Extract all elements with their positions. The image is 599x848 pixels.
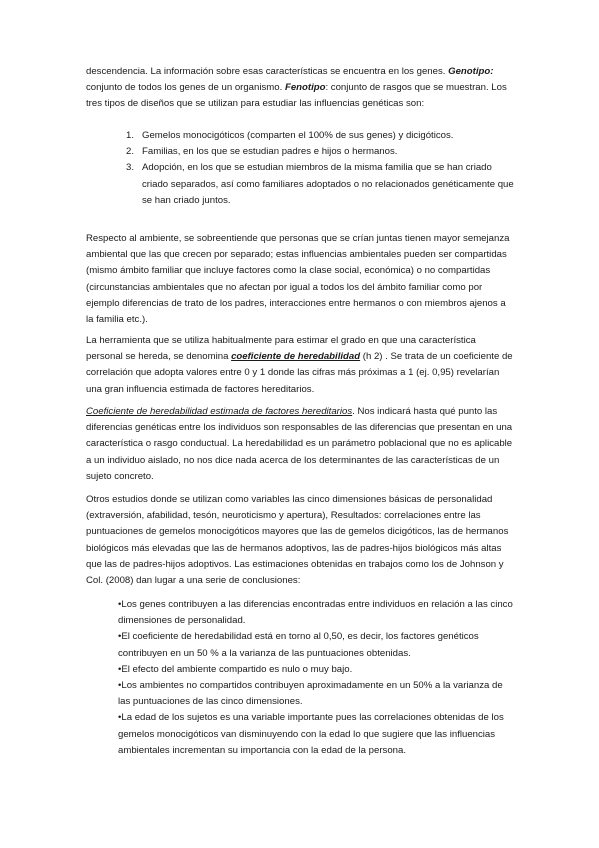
coeficiente-term: Coeficiente de heredabilidad estimada de factores hereditarios — [86, 406, 353, 417]
intro-paragraph — [86, 64, 514, 113]
designs-list — [126, 128, 514, 209]
heredabilidad-term: coeficiente de heredabilidad — [231, 351, 361, 363]
fenotipo-term: Fenotipo — [284, 82, 326, 94]
list-item — [126, 144, 514, 160]
conclusions-list — [118, 597, 514, 759]
intro-text-1: descendencia. La información sobre esas características se encuentra en los genes. — [86, 66, 449, 77]
list-item: •Los ambientes no compartidos contribuyen aproximadamente en un 50% a la varianza de las puntuaciones de las cinco dimensiones. — [118, 680, 503, 708]
list-item-number: 2. — [126, 146, 135, 158]
list-item: •La edad de los sujetos es una variable importante pues las correlaciones obtenidas de los gemelos monocigóticos van disminuyendo con la edad lo que sugiere que las influencias ambientales incrementan su importancia con la edad de la persona. — [118, 712, 504, 756]
list-item-number: 3. — [126, 162, 135, 174]
list-item — [126, 160, 514, 209]
herramienta-text-2: (h 2) . Se trata de un coeficiente de correlación que adopta valores entre 0 y 1 donde las cifras más próximas a 1 (ej. 0,95) revelarían una gran influencia estimada de factores hereditarios. — [86, 351, 513, 395]
list-item-text: Gemelos monocigóticos (comparten el 100% de sus genes) y dicigóticos. — [142, 130, 454, 141]
herramienta-text-1: La herramienta que se utiliza habitualmente para estimar el grado en que una característica personal se hereda, se denomina — [86, 335, 476, 363]
coeficiente-text: . Nos indicará hasta qué punto las diferencias genéticas entre los individuos son responsables de las diferencias que presentan en una característica o rasgo conductual. La heredabilidad es un parámetro poblacional que no es aplicable a un individuo aislado, no nos dice nada acerca de los determinantes de las características de un sujeto concreto. — [86, 406, 513, 482]
list-item: •El efecto del ambiente compartido es nulo o muy bajo. — [118, 663, 353, 675]
list-item: •Los genes contribuyen a las diferencias encontradas entre individuos en relación a las cinco dimensiones de personalidad. — [118, 599, 513, 627]
list-item: •El coeficiente de heredabilidad está en torno al 0,50, es decir, los factores genéticos contribuyen en un 50 % a la varianza de las puntuaciones obtenidas. — [118, 631, 479, 659]
herramienta-paragraph — [86, 333, 514, 398]
list-item-text: Familias, en los que se estudian padres e hijos o hermanos. — [142, 146, 398, 158]
list-item-number: 1. — [126, 130, 135, 141]
ambiente-paragraph: Respecto al ambiente, se sobreentiende que personas que se crían juntas tienen mayor semejanza ambiental que las que crecen por separado; estas influencias ambientales pueden ser compartidas (mismo ámbito familiar que incluye factores como la clase social, económica) o no compartidas (circunstancias ambientales que no afectan por igual a todos los del ámbito familiar como por ejemplo diferencias de trato de los padres, interacciones entre hermanos o con miembros ajenos a la familia etc.). — [86, 233, 510, 326]
coeficiente-paragraph — [86, 404, 514, 485]
list-item-text: Adopción, en los que se estudian miembros de la misma familia que se han criado criado separados, así como familiares adoptados o no relacionados genéticamente que se han criado juntos. — [142, 162, 514, 206]
genotipo-term: Genotipo: — [448, 66, 494, 77]
list-item — [126, 128, 514, 144]
otros-paragraph: Otros estudios donde se utilizan como variables las cinco dimensiones básicas de personalidad (extraversión, afabilidad, tesón, neuroticismo y apertura), Resultados: correlaciones entre las puntuaciones de gemelos monocigóticos mayores que las de gemelos dicigóticos, las de hermanos biológicos más elevadas que las de hermanos adoptivos, las de padres-hijos biológicos más altas que las de padres-hijos adoptivos. Las estimaciones obtenidas en trabajos como los de Johnson y Col. (2008) dan lugar a una serie de conclusiones: — [86, 494, 509, 587]
intro-text-2: conjunto de todos los genes de un organismo. — [86, 82, 285, 94]
intro-text-3: : conjunto de rasgos que se muestran. Los tres tipos de diseños que se utilizan para estudiar las influencias genéticas son: — [86, 82, 507, 110]
